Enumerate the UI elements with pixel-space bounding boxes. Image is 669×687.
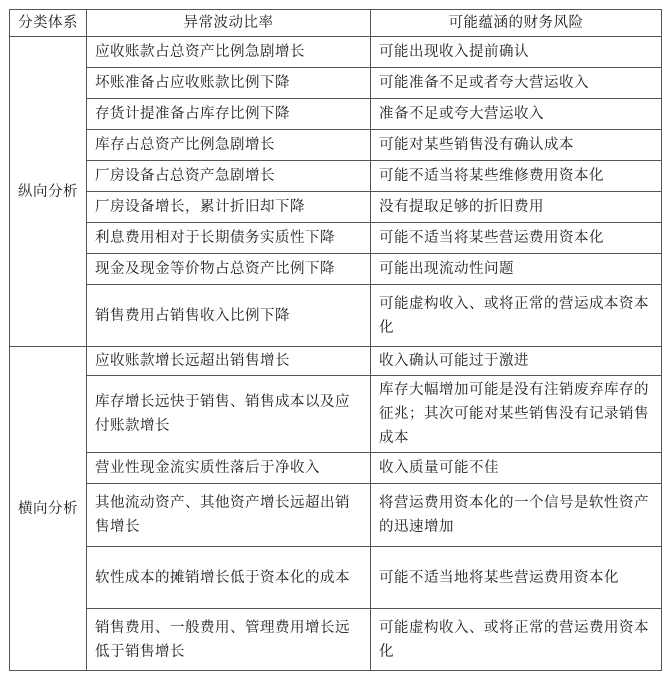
risk-cell: 收入确认可能过于激进	[371, 347, 662, 376]
header-row	[10, 10, 662, 37]
table-row	[10, 99, 662, 130]
table-row	[10, 547, 662, 609]
ratio-cell: 库存增长远快于销售、销售成本以及应付账款增长	[87, 376, 371, 453]
ratio-cell: 其他流动资产、其他资产增长远超出销售增长	[87, 484, 371, 547]
ratio-cell: 利息费用相对于长期债务实质性下降	[87, 223, 371, 254]
risk-cell: 可能对某些销售没有确认成本	[371, 130, 662, 161]
table-row	[10, 254, 662, 285]
risk-cell: 可能不适当将某些营运费用资本化	[371, 223, 662, 254]
table-row	[10, 161, 662, 192]
risk-cell: 可能不适当将某些维修费用资本化	[371, 161, 662, 192]
ratio-cell: 营业性现金流实质性落后于净收入	[87, 453, 371, 484]
header-category: 分类体系	[10, 10, 87, 37]
table-row	[10, 223, 662, 254]
risk-cell: 没有提取足够的折旧费用	[371, 192, 662, 223]
table-row	[10, 130, 662, 161]
header-ratio: 异常波动比率	[87, 10, 371, 37]
risk-cell: 库存大幅增加可能是没有注销废弃库存的征兆；其次可能对某些销售没有记录销售成本	[371, 376, 662, 453]
risk-cell: 可能出现收入提前确认	[371, 37, 662, 68]
ratio-cell: 销售费用、一般费用、管理费用增长远低于销售增长	[87, 609, 371, 671]
ratio-cell: 软性成本的摊销增长低于资本化的成本	[87, 547, 371, 609]
ratio-cell: 销售费用占销售收入比例下降	[87, 285, 371, 347]
table-row	[10, 347, 662, 376]
category-horizontal: 横向分析	[10, 347, 87, 671]
table-row	[10, 376, 662, 453]
ratio-cell: 应收账款增长远超出销售增长	[87, 347, 371, 376]
ratio-cell: 应收账款占总资产比例急剧增长	[87, 37, 371, 68]
risk-cell: 可能准备不足或者夸大营运收入	[371, 68, 662, 99]
ratio-cell: 厂房设备占总资产急剧增长	[87, 161, 371, 192]
table-row	[10, 453, 662, 484]
table-row	[10, 484, 662, 547]
risk-cell: 可能出现流动性问题	[371, 254, 662, 285]
ratio-cell: 坏账准备占应收账款比例下降	[87, 68, 371, 99]
risk-cell: 可能虚构收入、或将正常的营运费用资本化	[371, 609, 662, 671]
ratio-cell: 厂房设备增长，累计折旧却下降	[87, 192, 371, 223]
table-row	[10, 285, 662, 347]
risk-cell: 将营运费用资本化的一个信号是软性资产的迅速增加	[371, 484, 662, 547]
risk-cell: 准备不足或夸大营运收入	[371, 99, 662, 130]
risk-cell: 可能虚构收入、或将正常的营运成本资本化	[371, 285, 662, 347]
header-risk: 可能蕴涵的财务风险	[371, 10, 662, 37]
category-vertical: 纵向分析	[10, 37, 87, 347]
table-row	[10, 68, 662, 99]
table-row	[10, 192, 662, 223]
table-row	[10, 609, 662, 671]
table-row	[10, 37, 662, 68]
ratio-cell: 现金及现金等价物占总资产比例下降	[87, 254, 371, 285]
financial-risk-table	[9, 9, 662, 671]
ratio-cell: 存货计提准备占库存比例下降	[87, 99, 371, 130]
risk-cell: 收入质量可能不佳	[371, 453, 662, 484]
ratio-cell: 库存占总资产比例急剧增长	[87, 130, 371, 161]
risk-cell: 可能不适当地将某些营运费用资本化	[371, 547, 662, 609]
